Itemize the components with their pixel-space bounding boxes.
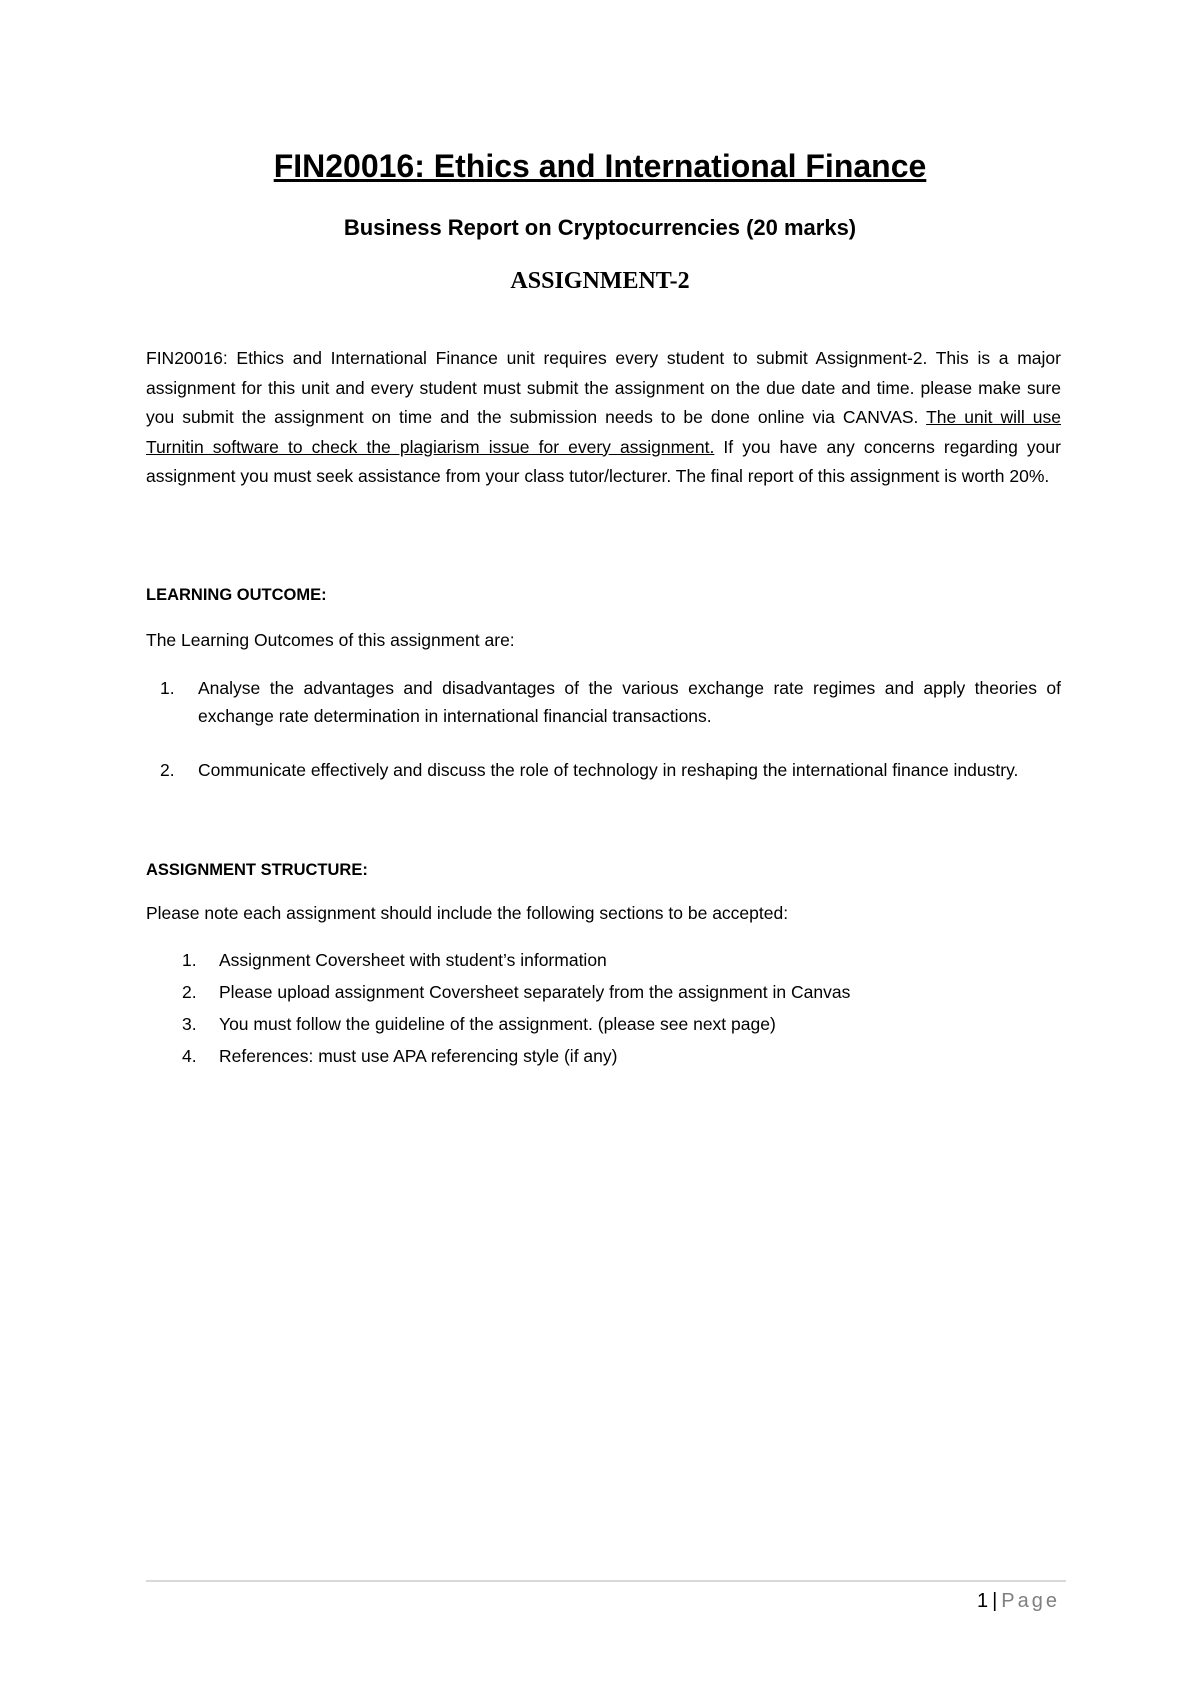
assignment-structure-heading: ASSIGNMENT STRUCTURE: (146, 861, 368, 879)
list-text: Assignment Coversheet with student’s information (219, 950, 607, 970)
page-word: Page (1001, 1590, 1060, 1612)
list-number: 2. (160, 760, 175, 780)
list-text: References: must use APA referencing style (if any) (219, 1046, 618, 1066)
page-footer (977, 1590, 1060, 1613)
list-number: 4. (182, 1046, 197, 1066)
assignment-structure-list (146, 944, 1061, 1072)
document-subtitle: Business Report on Cryptocurrencies (20 marks) (343, 215, 857, 240)
list-number: 1. (160, 678, 175, 698)
footer-divider (146, 1580, 1066, 1582)
learning-outcome-heading: LEARNING OUTCOME: (146, 586, 327, 604)
list-item (146, 1008, 1061, 1040)
intro-underlined-text: The unit will use Turnitin software to check the plagiarism issue for every assignment. (146, 407, 1061, 457)
list-item (146, 756, 1061, 784)
list-item (146, 944, 1061, 976)
assignment-label: ASSIGNMENT-2 (510, 268, 690, 294)
intro-paragraph (146, 344, 1061, 492)
assignment-structure-lead: Please note each assignment should include the following sections to be accepted: (146, 903, 789, 923)
intro-text-part2: If you have any concerns regarding your assignment you must seek assistance from your class tutor/lecturer. The final report of this assignment is worth 20%. (146, 436, 1061, 486)
list-item (146, 674, 1061, 730)
list-item (146, 976, 1061, 1008)
footer-separator: | (992, 1590, 998, 1612)
list-number: 1. (182, 950, 197, 970)
learning-outcome-lead: The Learning Outcomes of this assignment are: (146, 630, 515, 650)
list-number: 2. (182, 982, 197, 1002)
list-number: 3. (182, 1014, 197, 1034)
learning-outcome-list (146, 674, 1061, 784)
page-number: 1 (976, 1590, 989, 1612)
list-text: Analyse the advantages and disadvantages of the various exchange rate regimes and apply theories of exchange rate determination in international financial transactions. (198, 678, 1061, 726)
list-text: Communicate effectively and discuss the role of technology in reshaping the international finance industry. (198, 760, 1019, 780)
list-text: Please upload assignment Coversheet separately from the assignment in Canvas (219, 982, 851, 1002)
list-text: You must follow the guideline of the assignment. (please see next page) (219, 1014, 776, 1034)
intro-text-part1: FIN20016: Ethics and International Finance unit requires every student to submit Assignment-2. This is a major assignment for this unit and every student must submit the assignment on the due date and time. please make sure you submit the assignment on time and the submission needs to be done online via CANVAS. (146, 348, 1061, 427)
document-title: FIN20016: Ethics and International Finance (273, 148, 927, 184)
list-item (146, 1040, 1061, 1072)
